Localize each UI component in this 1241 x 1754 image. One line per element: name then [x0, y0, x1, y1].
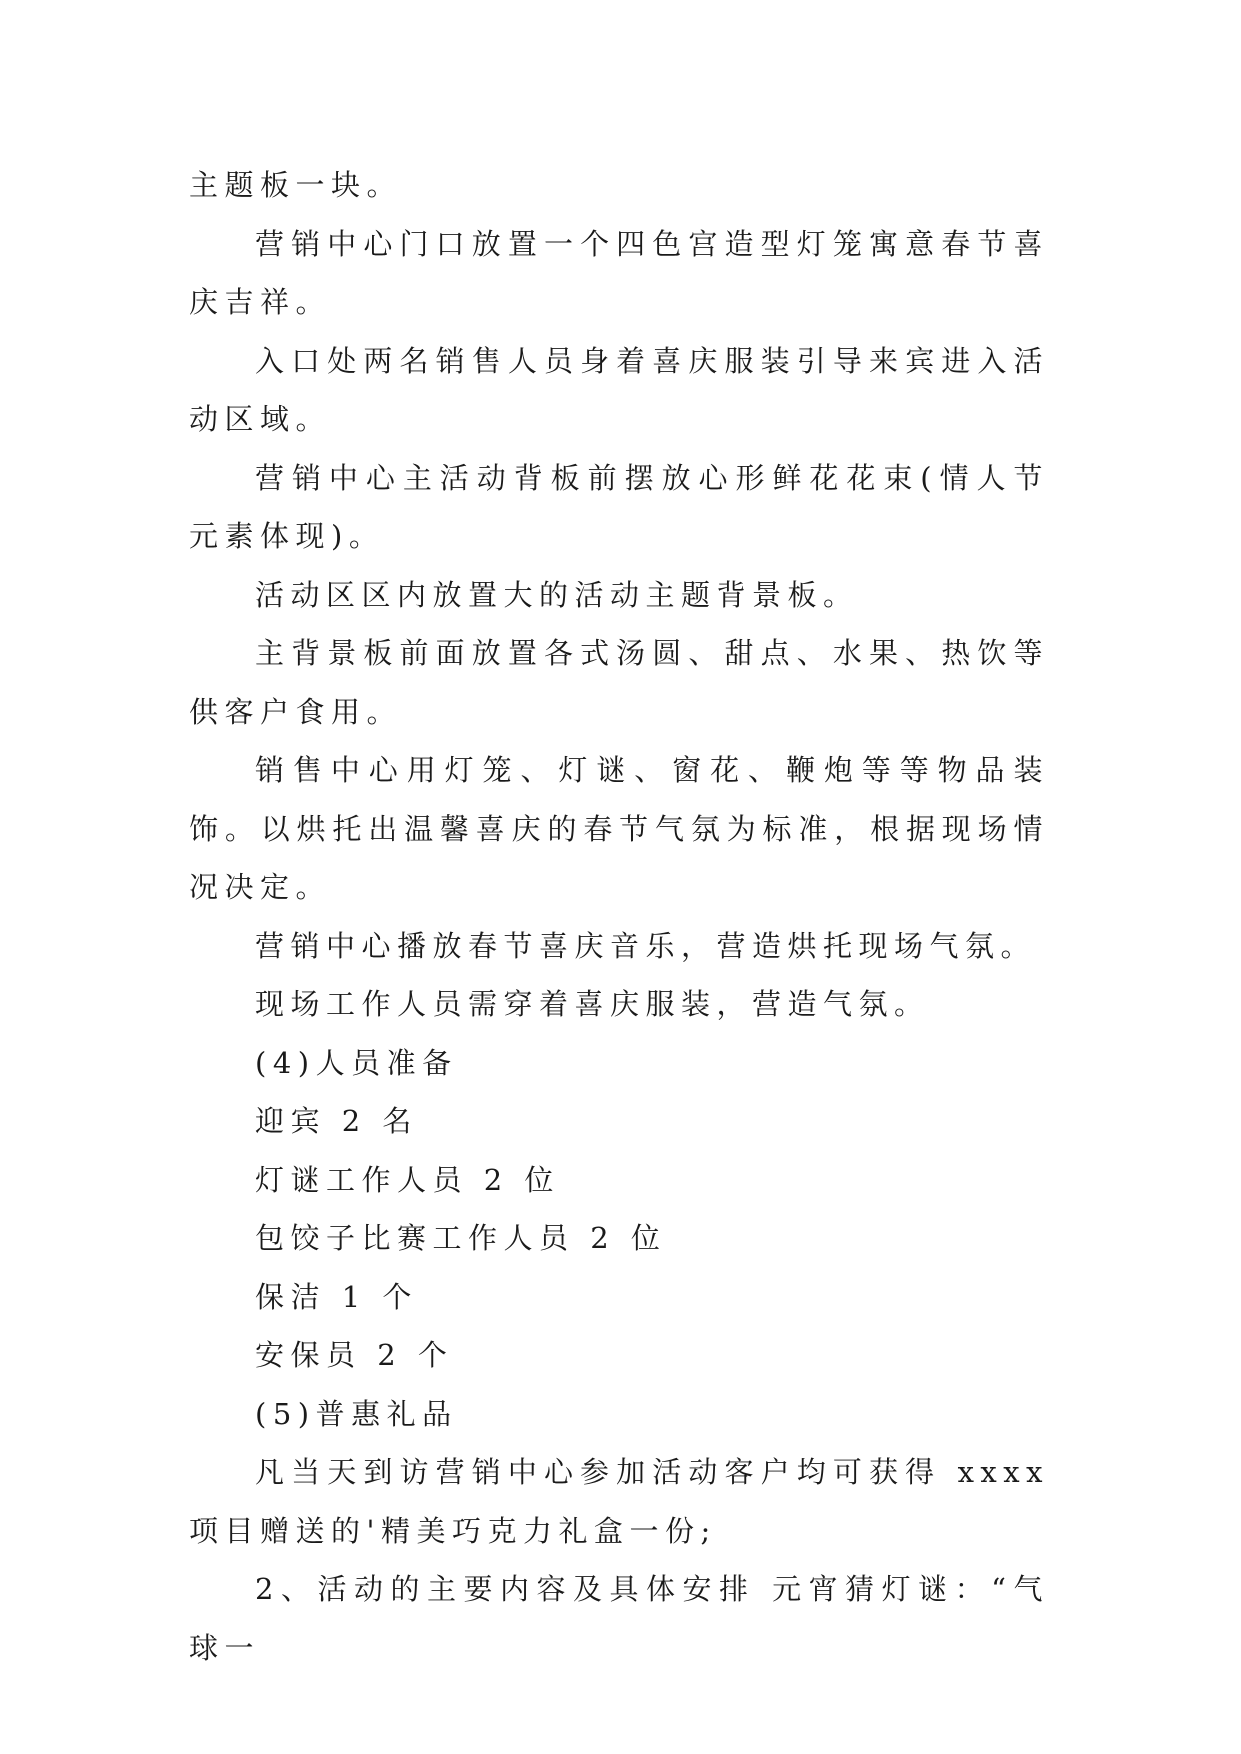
list-item: 安保员 2 个	[255, 1338, 454, 1372]
paragraph: 凡当天到访营销中心参加活动客户均可获得 xxxx 项目赠送的'精美巧克力礼盒一份;	[189, 1455, 1049, 1548]
paragraph: 营销中心播放春节喜庆音乐，营造烘托现场气氛。	[255, 928, 1037, 963]
section-heading: (5)普惠礼品	[255, 1396, 458, 1431]
paragraph: 现场工作人员需穿着喜庆服装，营造气氛。	[255, 987, 930, 1021]
paragraph: 主背景板前面放置各式汤圆、甜点、水果、热饮等供客户食用。	[189, 636, 1049, 729]
paragraph: 销售中心用灯笼、灯谜、窗花、鞭炮等等物品装饰。以烘托出温馨喜庆的春节气氛为标准，根据现场情况决定。	[189, 753, 1049, 904]
list-item: 迎宾 2 名	[255, 1104, 418, 1138]
paragraph-continuation: 主题板一块。	[189, 168, 403, 202]
list-item: 保洁 1 个	[255, 1279, 418, 1314]
list-item: 包饺子比赛工作人员 2 位	[255, 1221, 667, 1255]
document-body	[189, 156, 1049, 1677]
paragraph: 入口处两名销售人员身着喜庆服装引导来宾进入活动区域。	[189, 343, 1049, 436]
paragraph: 营销中心主活动背板前摆放心形鲜花花束(情人节元素体现)。	[189, 460, 1049, 553]
paragraph: 活动区区内放置大的活动主题背景板。	[255, 577, 859, 612]
paragraph: 2、活动的主要内容及具体安排 元宵猜灯谜：“气球一	[189, 1572, 1049, 1665]
section-heading: (4)人员准备	[255, 1045, 458, 1080]
list-item: 灯谜工作人员 2 位	[255, 1162, 560, 1197]
paragraph: 营销中心门口放置一个四色宫造型灯笼寓意春节喜庆吉祥。	[189, 226, 1049, 319]
